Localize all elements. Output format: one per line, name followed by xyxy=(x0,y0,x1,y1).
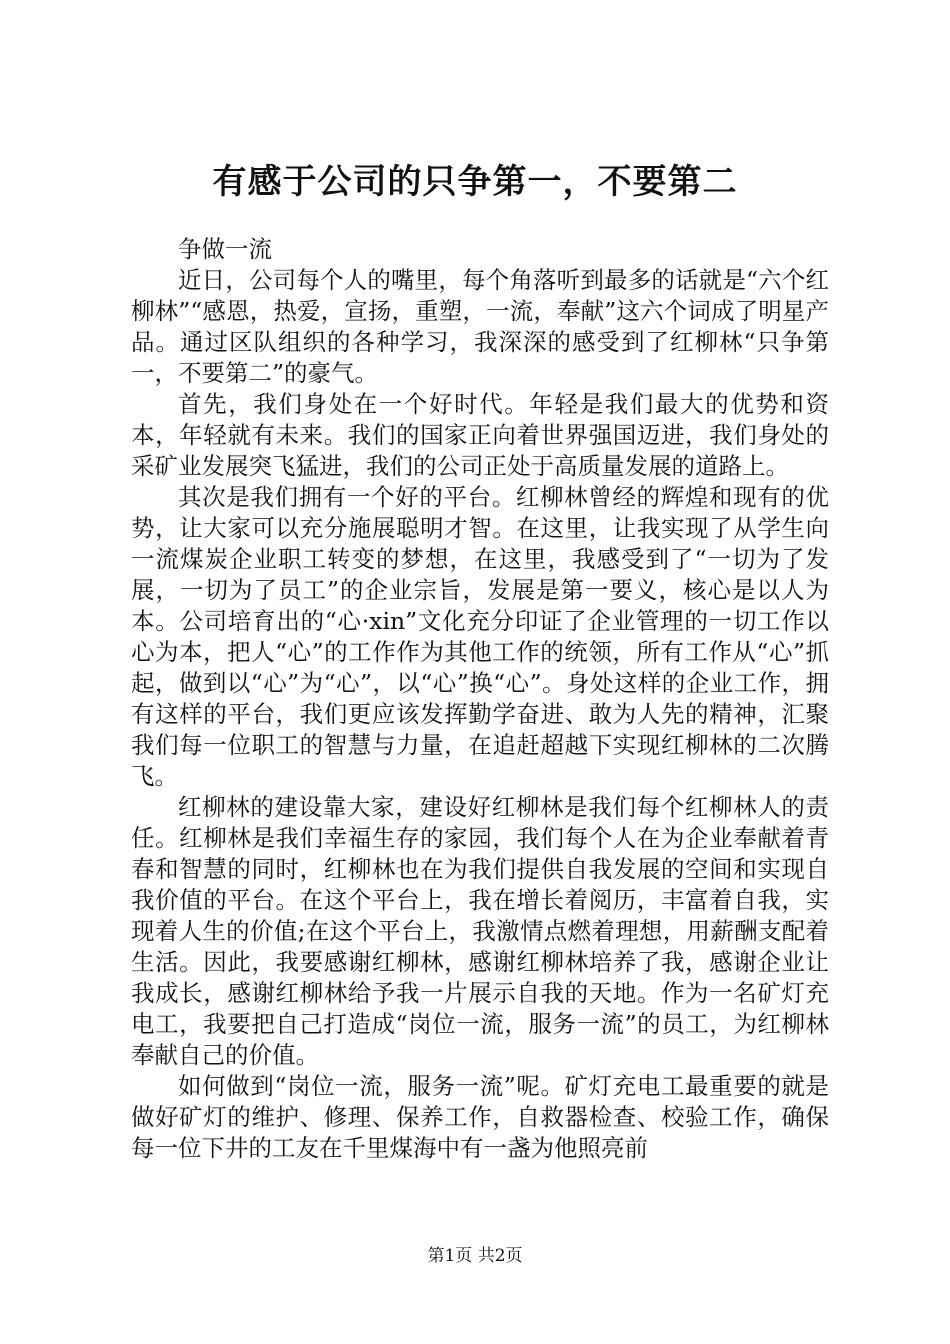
paragraph-third: 红柳林的建设靠大家，建设好红柳林是我们每个红柳林人的责任。红柳林是我们幸福生存的家园，我们每个人在为企业奉献着青春和智慧的同时，红柳林也在为我们提供自我发展的空间和实现自我价值的平台。在这个平台上，我在增长着阅历，丰富着自我，实现着人生的价值;在这个平台上，我激情点燃着理想，用薪酬支配着生活。因此，我要感谢红柳林，感谢红柳林培养了我，感谢企业让我成长，感谢红柳林给予我一片展示自我的天地。作为一名矿灯充电工，我要把自己打造成“岗位一流，服务一流”的员工，为红柳林奉献自己的价值。 xyxy=(131,793,829,1069)
paragraph-first: 首先，我们身处在一个好时代。年轻是我们最大的优势和资本，年轻就有未来。我们的国家正向着世界强国迈进，我们身处的采矿业发展突飞猛进，我们的公司正处于高质量发展的道路上。 xyxy=(131,390,829,480)
document-title: 有感于公司的只争第一，不要第二 xyxy=(212,162,738,202)
page-number-footer: 第1页 共2页 xyxy=(427,1246,523,1266)
paragraph-second: 其次是我们拥有一个好的平台。红柳林曾经的辉煌和现有的优势，让大家可以充分施展聪明才智。在这里，让我实现了从学生向一流煤炭企业职工转变的梦想，在这里，我感受到了“一切为了发展，一切为了员工”的企业宗旨，发展是第一要义，核心是以人为本。公司培育出的“心·xin”文化充分印证了企业管理的一切工作以心为本，把人“心”的工作作为其他工作的统领，所有工作从“心”抓起，做到以“心”为“心”，以“心”换“心”。身处这样的企业工作，拥有这样的平台，我们更应该发挥勤学奋进、敢为人先的精神，汇聚我们每一位职工的智慧与力量，在追赶超越下实现红柳林的二次腾飞。 xyxy=(131,483,829,790)
paragraph-fourth: 如何做到“岗位一流，服务一流”呢。矿灯充电工最重要的就是做好矿灯的维护、修理、保养工作，自救器检查、校验工作，确保每一位下井的工友在千里煤海中有一盏为他照亮前 xyxy=(131,1072,829,1162)
document-body xyxy=(131,234,829,1164)
paragraph-subtitle: 争做一流 xyxy=(178,235,272,263)
paragraph-intro: 近日，公司每个人的嘴里，每个角落听到最多的话就是“六个红柳林”“感恩，热爱，宣扬，重塑，一流，奉献”这六个词成了明星产品。通过区队组织的各种学习，我深深的感受到了红柳林“只争第一，不要第二”的豪气。 xyxy=(131,266,829,387)
